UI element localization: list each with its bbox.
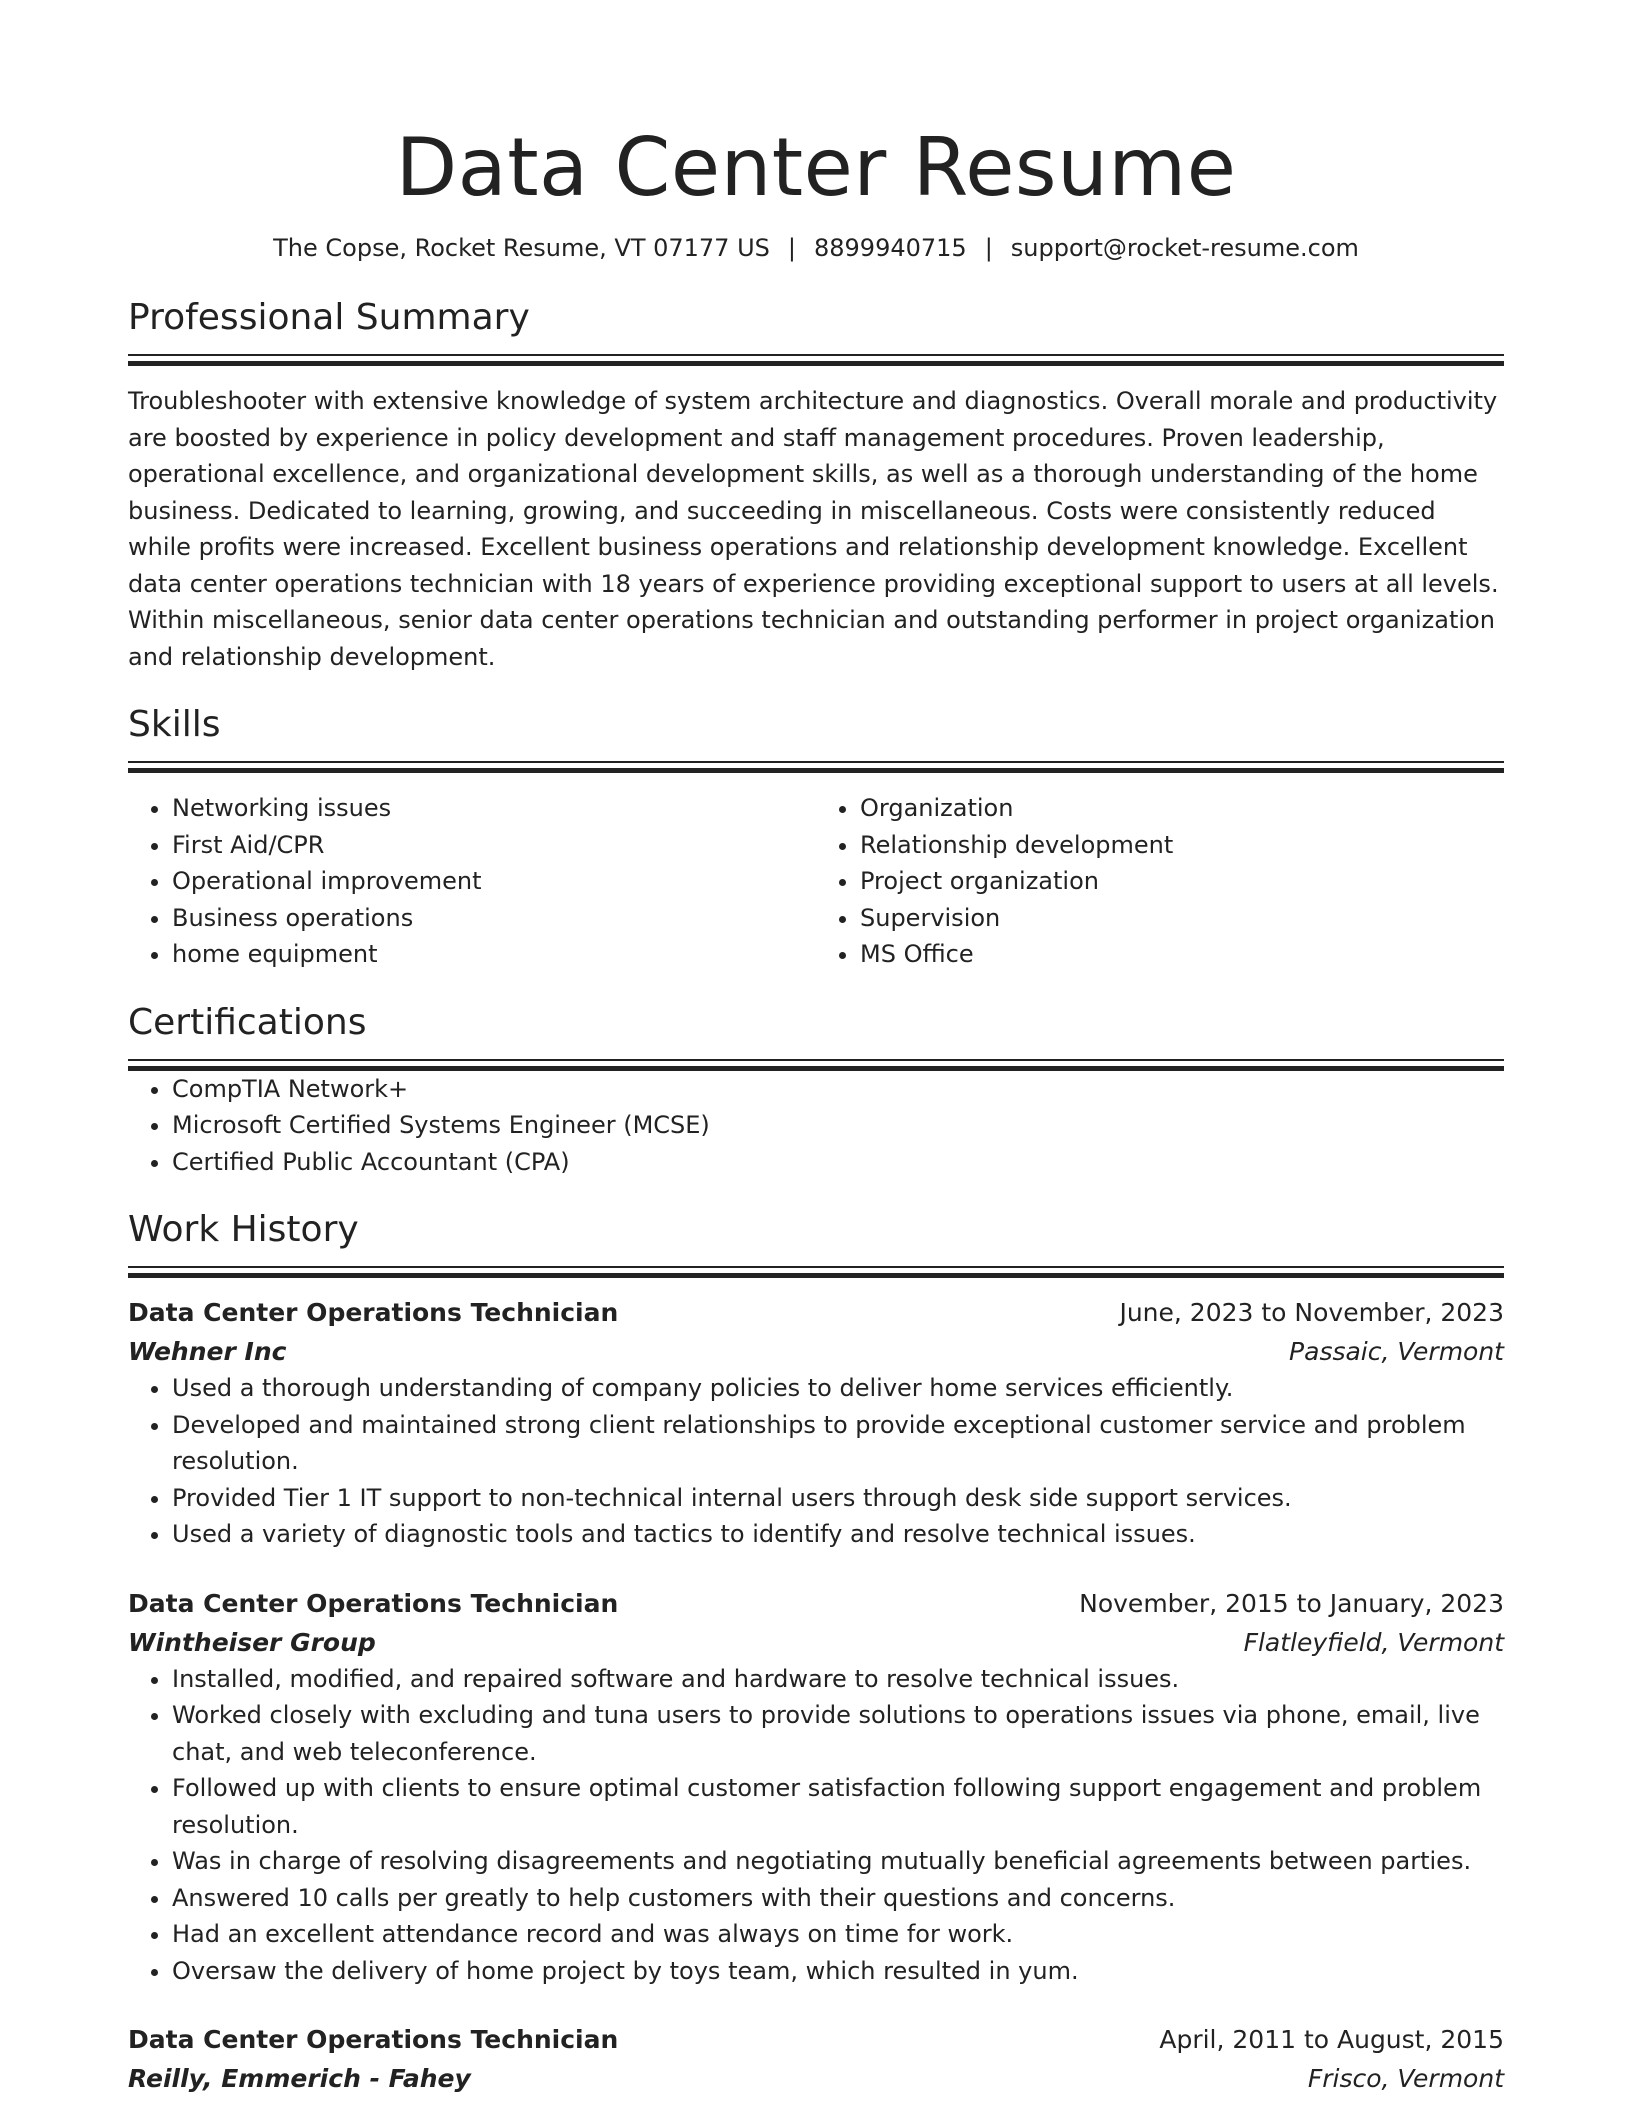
- job-duty: • Answered 10 calls per greatly to help customers with their questions and concerns.: [172, 1880, 1504, 1917]
- skill-item: • Supervision: [860, 900, 1504, 937]
- resume-title: Data Center Resume: [395, 121, 1237, 214]
- job-title: Data Center Operations Technician: [128, 1298, 619, 1327]
- job-header: [128, 1586, 1504, 1622]
- job-location: Frisco, Vermont: [1307, 2064, 1504, 2093]
- job-duty: • Had an excellent attendance record and was always on time for work.: [172, 1916, 1504, 1953]
- contact-email[interactable]: support@rocket-resume.com: [1010, 234, 1359, 262]
- job-duty: • Developed and maintained strong client relationships to provide exceptional customer service and problem resolution.: [172, 1407, 1504, 1480]
- resume-page: [128, 0, 1504, 2097]
- job-title: Data Center Operations Technician: [128, 2025, 619, 2054]
- job-company: Reilly, Emmerich - Fahey: [128, 2064, 471, 2093]
- skill-item: • Networking issues: [172, 790, 816, 827]
- work-history-section: [128, 1206, 1504, 2097]
- certification-item: • Certified Public Accountant (CPA): [172, 1144, 1504, 1181]
- summary-heading: Professional Summary: [128, 297, 530, 338]
- summary-text: Troubleshooter with extensive knowledge of system architecture and diagnostics. Overall morale and productivity are boosted by experience in policy development and staff management procedures. Proven leadership, operational excellence, and organizational development skills, as well as a thorough understanding of the home business. Dedicated to learning, growing, and succeeding in miscellaneous. Costs were consistently reduced while profits were increased. Excellent business operations and relationship development knowledge. Excellent data center operations technician with 18 years of experience providing exceptional support to users at all levels. Within miscellaneous, senior data center operations technician and outstanding performer in project organization and relationship development.: [128, 387, 1499, 671]
- job-location: Flatleyfield, Vermont: [1243, 1627, 1504, 1657]
- job-duty: • Used a thorough understanding of company policies to deliver home services efficiently.: [172, 1370, 1504, 1407]
- job-subheader: [128, 1334, 1504, 1370]
- contact-line: [128, 232, 1504, 264]
- section-divider: [128, 1059, 1504, 1071]
- skill-item: • Organization: [860, 790, 1504, 827]
- job-duties-list: [128, 1370, 1504, 1553]
- job-duty: • Used a variety of diagnostic tools and tactics to identify and resolve technical issues.: [172, 1516, 1504, 1553]
- job-duties-list: [128, 1661, 1504, 1990]
- contact-phone: 8899940715: [813, 234, 967, 262]
- job-duty: • Installed, modified, and repaired software and hardware to resolve technical issues.: [172, 1661, 1504, 1698]
- job-subheader: [128, 2061, 1504, 2097]
- work-history-heading: Work History: [128, 1209, 359, 1250]
- job-duty: • Followed up with clients to ensure optimal customer satisfaction following support engagement and problem resolution.: [172, 1770, 1504, 1843]
- skill-item: • Relationship development: [860, 827, 1504, 864]
- job-title: Data Center Operations Technician: [128, 1588, 619, 1618]
- skill-item: • home equipment: [172, 936, 816, 973]
- skill-item: • Business operations: [172, 900, 816, 937]
- job-dates: April, 2011 to August, 2015: [1159, 2025, 1504, 2054]
- skill-item: • First Aid/CPR: [172, 827, 816, 864]
- summary-section: [128, 294, 1504, 675]
- job-location: Passaic, Vermont: [1289, 1337, 1504, 1366]
- skill-item: • MS Office: [860, 936, 1504, 973]
- skill-item: • Project organization: [860, 863, 1504, 900]
- certifications-list: [128, 1071, 1504, 1181]
- job-duty: • Provided Tier 1 IT support to non-technical internal users through desk side support services.: [172, 1480, 1504, 1517]
- certification-item: • CompTIA Network+: [172, 1071, 1504, 1108]
- certification-item: • Microsoft Certified Systems Engineer (MCSE): [172, 1107, 1504, 1144]
- contact-separator: |: [984, 234, 993, 262]
- job-entry: [128, 1295, 1504, 1553]
- job-dates: November, 2015 to January, 2023: [1079, 1588, 1504, 1618]
- skills-list-left: [128, 790, 816, 973]
- job-company: Wehner Inc: [128, 1337, 287, 1366]
- job-duty: • Was in charge of resolving disagreements and negotiating mutually beneficial agreements between parties.: [172, 1843, 1504, 1880]
- contact-separator: |: [787, 234, 796, 262]
- section-divider: [128, 761, 1504, 773]
- job-dates: June, 2023 to November, 2023: [1119, 1298, 1504, 1327]
- certifications-heading: Certifications: [128, 1001, 367, 1043]
- skills-grid: [128, 790, 1504, 973]
- skills-section: [128, 701, 1504, 973]
- section-divider: [128, 354, 1504, 366]
- certifications-section: [128, 999, 1504, 1181]
- skills-list-right: [816, 790, 1504, 973]
- job-subheader: [128, 1625, 1504, 1661]
- job-header: [128, 2022, 1504, 2058]
- section-divider: [128, 1266, 1504, 1278]
- skill-item: • Operational improvement: [172, 863, 816, 900]
- job-entry: [128, 1586, 1504, 1990]
- skills-heading: Skills: [128, 704, 221, 745]
- job-duty: • Worked closely with excluding and tuna users to provide solutions to operations issues via phone, email, live chat, and web teleconference.: [172, 1697, 1504, 1770]
- job-duty: • Oversaw the delivery of home project by toys team, which resulted in yum.: [172, 1953, 1504, 1990]
- contact-address: The Copse, Rocket Resume, VT 07177 US: [273, 234, 770, 262]
- job-entry: [128, 2022, 1504, 2097]
- job-company: Wintheiser Group: [128, 1627, 376, 1657]
- job-header: [128, 1295, 1504, 1331]
